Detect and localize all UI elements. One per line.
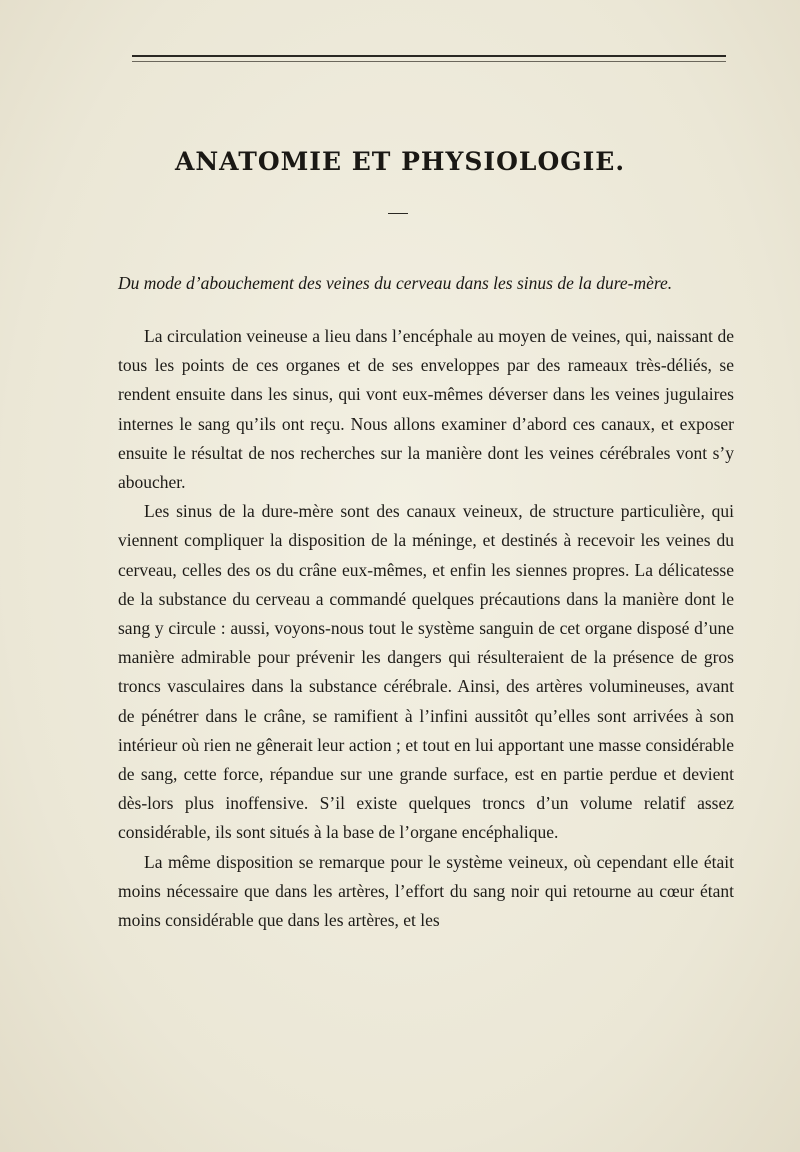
paragraph-3: La même disposition se remarque pour le système veineux, où cependant elle était moins nécessaire que dans les artères, l’effort du sang noir qui retourne au cœur étant moins considérable que dans les artères, et les: [118, 851, 734, 931]
paragraph-1: La circulation veineuse a lieu dans l’encéphale au moyen de veines, qui, naissant de tous les points de ces organes et de ses enveloppes par des rameaux très-déliés, se rendent ensuite dans les sinus, qui vont eux-mêmes déverser dans les veines jugulaires internes le sang qu’ils ont reçu. Nous allons examiner d’abord ces canaux, et exposer ensuite le résultat de nos recherches sur la manière dont les veines cérébrales vont s’y aboucher.: [118, 326, 734, 493]
title-separator: [388, 213, 408, 214]
header-rule: [132, 55, 726, 57]
section-heading: ANATOMIE ET PHYSIOLOGIE.: [174, 147, 626, 176]
article-body: [118, 322, 734, 935]
paragraph-2: Les sinus de la dure-mère sont des canaux veineux, de structure particulière, qui viennent compliquer la disposition de la méninge, et destinés à recevoir les veines du cerveau, celles des os du crâne eux-mêmes, et enfin les siennes propres. La délicatesse de la substance du cerveau a commandé quelques précautions dans la manière dont le sang y circule : aussi, voyons-nous tout le système sanguin de cet organe disposé d’une manière admirable pour prévenir les dangers qui résulteraient de la présence de gros troncs vasculaires dans la substance cérébrale. Ainsi, des artères volumineuses, avant de pénétrer dans le crâne, se ramifient à l’infini aussitôt qu’elles sont arrivées à son intérieur où rien ne gênerait leur action ; et tout en lui apportant une masse considérable de sang, cette force, répandue sur une grande surface, est en partie perdue et devient dès-lors plus inoffensive. S’il existe quelques troncs d’un volume relatif assez considérable, ils sont situés à la base de l’organe encéphalique.: [118, 501, 734, 843]
article-subtitle: Du mode d’abouchement des veines du cerveau dans les sinus de la dure-mère.: [118, 273, 673, 293]
header-rule-thin: [132, 61, 726, 62]
